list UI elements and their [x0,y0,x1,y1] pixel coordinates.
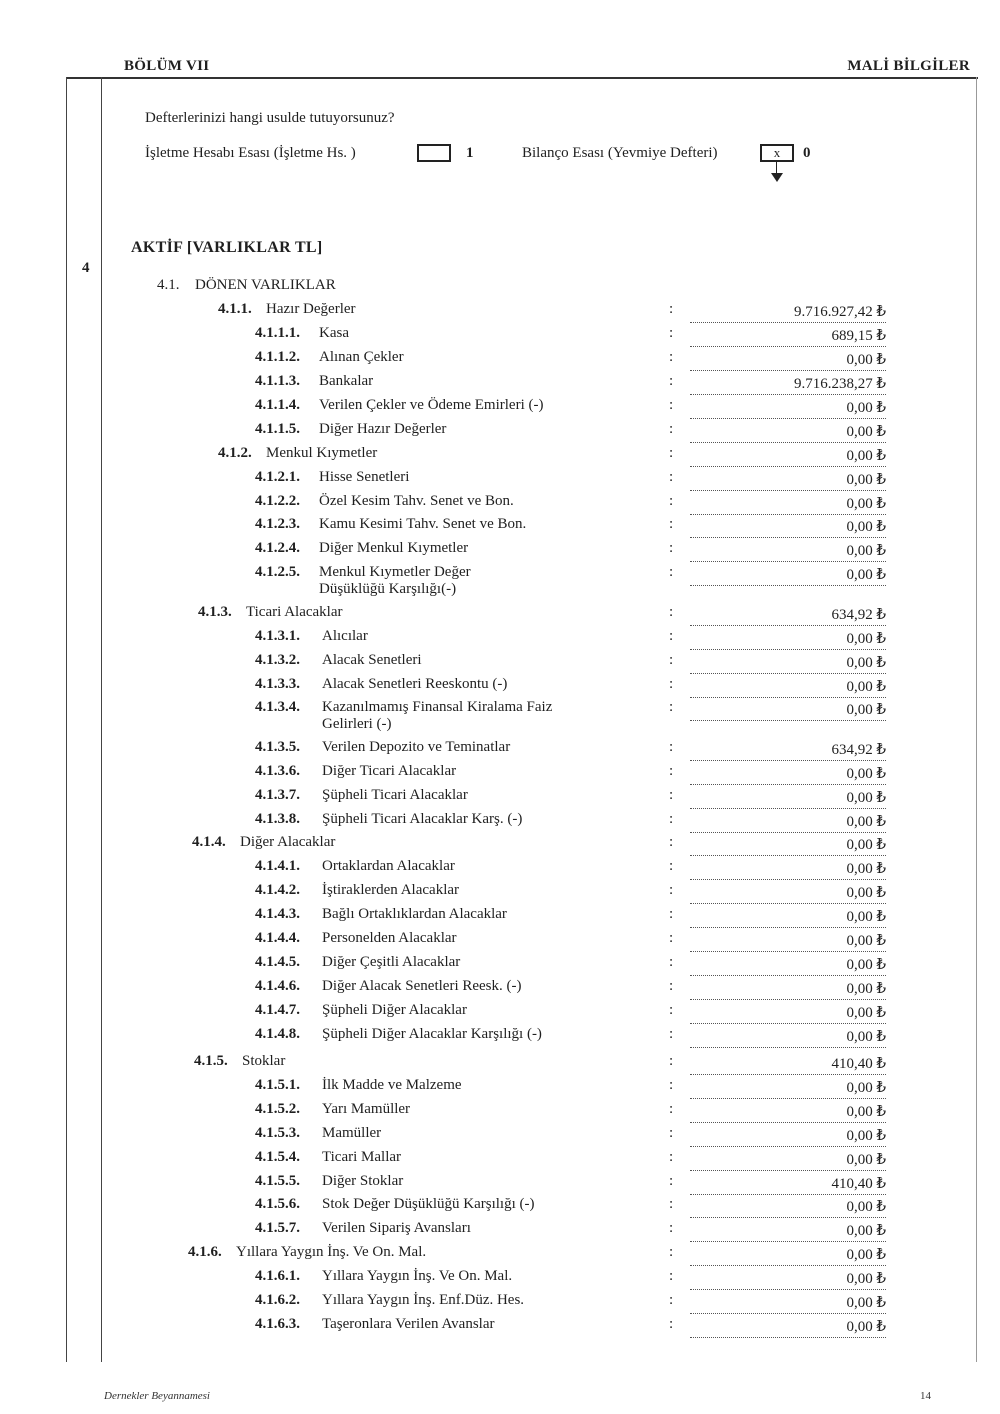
row-code: 4.1.6.1. [255,1268,300,1284]
row-amount-field[interactable]: 410,40 ₺ [690,1056,886,1075]
row-label: Menkul Kıymetler [266,445,378,461]
row-code: 4.1.5.6. [255,1196,300,1212]
row-label: Alacak Senetleri Reeskontu (-) [322,676,508,692]
row-label: Stok Değer Düşüklüğü Karşılığı (-) [322,1196,535,1212]
row-label: Diğer Menkul Kıymetler [319,540,469,556]
row-code: 4.1.3.7. [255,787,300,803]
row-amount-field[interactable]: 410,40 ₺ [690,1176,886,1195]
row-code: 4.1.4.4. [255,930,300,946]
row-label: Menkul Kıymetler Değer [319,564,471,580]
row-label: Stoklar [242,1053,286,1069]
row-colon: : [669,1268,674,1284]
row-code: 4.1.2.2. [255,493,300,509]
section-title-header: MALİ BİLGİLER [847,58,970,74]
row-amount-field[interactable]: 0,00 ₺ [690,424,886,443]
row-label: Ortaklardan Alacaklar [322,858,455,874]
row-colon: : [669,954,674,970]
row-colon: : [669,906,674,922]
row-code: 4.1.3.8. [255,811,300,827]
row-label-continued: Düşüklüğü Karşılığı(-) [319,581,457,597]
row-code: 4.1.1.5. [255,421,300,437]
row-colon: : [669,882,674,898]
row-code: 4.1.1.4. [255,397,300,413]
row-colon: : [669,1220,674,1236]
row-colon: : [669,1002,674,1018]
row-code: 4.1.5.1. [255,1077,300,1093]
row-label: Yarı Mamüller [322,1101,411,1117]
row-label: Şüpheli Diğer Alacaklar Karşılığı (-) [322,1026,542,1042]
option-checkbox-balance-sheet[interactable]: x [760,144,794,162]
row-code: 4.1.2.5. [255,564,300,580]
row-label: Personelden Alacaklar [322,930,457,946]
option-code-balance-sheet: 0 [803,145,811,161]
row-code: 4.1.5.3. [255,1125,300,1141]
row-colon: : [669,540,674,556]
row-label: Şüpheli Ticari Alacaklar [322,787,468,803]
row-label: Yıllara Yaygın İnş. Ve On. Mal. [322,1268,513,1284]
row-amount-field[interactable]: 0,00 ₺ [690,679,886,698]
row-code: 4.1.3.4. [255,699,300,715]
row-amount-field[interactable]: 0,00 ₺ [690,655,886,674]
section-number: 4 [82,260,90,276]
row-amount-field[interactable]: 0,00 ₺ [690,1199,886,1218]
row-code: 4.1.1.2. [255,349,300,365]
row-colon: : [669,397,674,413]
row-code: 4.1.4. [192,834,226,850]
row-amount-field[interactable]: 0,00 ₺ [690,957,886,976]
row-code: 4.1.4.3. [255,906,300,922]
row-label: Mamüller [322,1125,382,1141]
header-rule [66,77,978,79]
row-label: Verilen Sipariş Avansları [322,1220,471,1236]
row-colon: : [669,516,674,532]
row-label: Diğer Hazır Değerler [319,421,447,437]
row-colon: : [669,652,674,668]
row-amount-field[interactable]: 0,00 ₺ [690,981,886,1000]
row-amount-field[interactable]: 0,00 ₺ [690,519,886,538]
row-amount-field[interactable]: 0,00 ₺ [690,1029,886,1048]
row-label: Hisse Senetleri [319,469,410,485]
row-colon: : [669,325,674,341]
row-code: 4.1.3.1. [255,628,300,644]
row-label-continued: Gelirleri (-) [322,716,392,732]
row-amount-field[interactable]: 0,00 ₺ [690,814,886,833]
page-number: 14 [920,1390,931,1402]
row-label: Bankalar [319,373,374,389]
row-code: 4.1.3. [198,604,232,620]
row-code: 4.1.6.2. [255,1292,300,1308]
row-code: 4.1.3.5. [255,739,300,755]
row-colon: : [669,421,674,437]
row-colon: : [669,763,674,779]
row-label: İlk Madde ve Malzeme [322,1077,462,1093]
option-label-business-account: İşletme Hesabı Esası (İşletme Hs. ) [145,145,356,161]
row-label: Verilen Çekler ve Ödeme Emirleri (-) [319,397,544,413]
row-label: DÖNEN VARLIKLAR [195,277,336,293]
row-colon: : [669,1026,674,1042]
row-label: Alıcılar [322,628,368,644]
margin-line-outer [66,77,67,1362]
margin-line-inner [101,77,102,1362]
row-code: 4.1.1.1. [255,325,300,341]
row-amount-field[interactable]: 0,00 ₺ [690,472,886,491]
row-code: 4.1.4.8. [255,1026,300,1042]
row-amount-field[interactable]: 0,00 ₺ [690,567,886,586]
row-label: Kasa [319,325,349,341]
assets-title: AKTİF [VARLIKLAR TL] [131,239,323,256]
row-colon: : [669,1149,674,1165]
row-code: 4.1.5.2. [255,1101,300,1117]
row-code: 4.1.3.6. [255,763,300,779]
row-label: Diğer Ticari Alacaklar [322,763,457,779]
row-label: İştiraklerden Alacaklar [322,882,460,898]
row-amount-field[interactable]: 0,00 ₺ [690,861,886,880]
row-amount-field[interactable]: 0,00 ₺ [690,933,886,952]
row-label: Bağlı Ortaklıklardan Alacaklar [322,906,507,922]
row-amount-field[interactable]: 0,00 ₺ [690,543,886,562]
row-colon: : [669,787,674,803]
row-colon: : [669,930,674,946]
row-code: 4.1.2.3. [255,516,300,532]
row-code: 4.1.3.3. [255,676,300,692]
row-label: Şüpheli Ticari Alacaklar Karş. (-) [322,811,523,827]
row-colon: : [669,564,674,580]
row-amount-field[interactable]: 0,00 ₺ [690,1295,886,1314]
row-colon: : [669,676,674,692]
row-label: Hazır Değerler [266,301,356,317]
row-amount-field[interactable]: 0,00 ₺ [690,1271,886,1290]
row-colon: : [669,628,674,644]
row-code: 4.1.4.2. [255,882,300,898]
row-label: Verilen Depozito ve Teminatlar [322,739,511,755]
row-label: Yıllara Yaygın İnş. Enf.Düz. Hes. [322,1292,525,1308]
row-code: 4.1.2. [218,445,252,461]
option-code-business-account: 1 [466,145,474,161]
row-amount-field[interactable]: 0,00 ₺ [690,400,886,419]
row-colon: : [669,978,674,994]
row-colon: : [669,604,674,620]
row-amount-field[interactable]: 0,00 ₺ [690,837,886,856]
row-code: 4.1.4.7. [255,1002,300,1018]
row-label: Yıllara Yaygın İnş. Ve On. Mal. [236,1244,427,1260]
row-amount-field[interactable]: 0,00 ₺ [690,1005,886,1024]
row-code: 4.1.4.1. [255,858,300,874]
row-label: Özel Kesim Tahv. Senet ve Bon. [319,493,514,509]
row-label: Diğer Alacaklar [240,834,336,850]
row-code: 4.1.4.5. [255,954,300,970]
row-code: 4.1.6. [188,1244,222,1260]
row-label: Diğer Alacak Senetleri Reesk. (-) [322,978,522,994]
row-code: 4.1.1. [218,301,252,317]
option-checkbox-business-account[interactable] [417,144,451,162]
row-colon: : [669,699,674,715]
row-colon: : [669,301,674,317]
row-colon: : [669,445,674,461]
row-code: 4.1.5.4. [255,1149,300,1165]
row-code: 4.1. [157,277,180,293]
row-colon: : [669,1053,674,1069]
row-colon: : [669,1077,674,1093]
row-label: Kamu Kesimi Tahv. Senet ve Bon. [319,516,527,532]
row-colon: : [669,834,674,850]
row-amount-field[interactable]: 0,00 ₺ [690,1223,886,1242]
bookkeeping-question: Defterlerinizi hangi usulde tutuyorsunuz? [145,110,395,126]
row-amount-field[interactable]: 9.716.238,27 ₺ [690,376,886,395]
row-colon: : [669,1173,674,1189]
row-code: 4.1.5.7. [255,1220,300,1236]
row-colon: : [669,349,674,365]
section-header: BÖLÜM VII [124,58,210,74]
row-label: Alınan Çekler [319,349,404,365]
row-amount-field[interactable]: 0,00 ₺ [690,702,886,721]
row-label: Kazanılmamış Finansal Kiralama Faiz [322,699,553,715]
row-amount-field[interactable]: 0,00 ₺ [690,1152,886,1171]
row-amount-field[interactable]: 634,92 ₺ [690,742,886,761]
row-code: 4.1.1.3. [255,373,300,389]
margin-line-right [976,77,977,1362]
arrowhead-icon [771,173,783,182]
row-label: Taşeronlara Verilen Avanslar [322,1316,495,1332]
row-amount-field[interactable]: 0,00 ₺ [690,496,886,515]
row-colon: : [669,858,674,874]
row-amount-field[interactable]: 634,92 ₺ [690,607,886,626]
row-code: 4.1.4.6. [255,978,300,994]
row-colon: : [669,739,674,755]
row-amount-field[interactable]: 0,00 ₺ [690,448,886,467]
row-code: 4.1.5.5. [255,1173,300,1189]
row-amount-field[interactable]: 0,00 ₺ [690,352,886,371]
row-amount-field[interactable]: 0,00 ₺ [690,1104,886,1123]
row-colon: : [669,1125,674,1141]
row-colon: : [669,1244,674,1260]
row-colon: : [669,1316,674,1332]
row-amount-field[interactable]: 0,00 ₺ [690,766,886,785]
footer-document-name: Dernekler Beyannamesi [104,1390,210,1402]
row-amount-field[interactable]: 0,00 ₺ [690,909,886,928]
row-amount-field[interactable]: 0,00 ₺ [690,1319,886,1338]
row-colon: : [669,469,674,485]
row-amount-field[interactable]: 0,00 ₺ [690,1247,886,1266]
row-amount-field[interactable]: 0,00 ₺ [690,1080,886,1099]
row-amount-field[interactable]: 689,15 ₺ [690,328,886,347]
row-code: 4.1.2.4. [255,540,300,556]
row-colon: : [669,1292,674,1308]
row-colon: : [669,1196,674,1212]
row-colon: : [669,493,674,509]
row-amount-field[interactable]: 0,00 ₺ [690,790,886,809]
row-amount-field[interactable]: 0,00 ₺ [690,1128,886,1147]
row-label: Ticari Mallar [322,1149,402,1165]
row-amount-field[interactable]: 0,00 ₺ [690,885,886,904]
row-label: Alacak Senetleri [322,652,422,668]
row-code: 4.1.5. [194,1053,228,1069]
row-amount-field[interactable]: 9.716.927,42 ₺ [690,304,886,323]
row-label: Diğer Stoklar [322,1173,404,1189]
row-code: 4.1.6.3. [255,1316,300,1332]
row-label: Şüpheli Diğer Alacaklar [322,1002,467,1018]
row-label: Diğer Çeşitli Alacaklar [322,954,461,970]
row-code: 4.1.2.1. [255,469,300,485]
row-colon: : [669,373,674,389]
option-label-balance-sheet: Bilanço Esası (Yevmiye Defteri) [522,145,718,161]
row-code: 4.1.3.2. [255,652,300,668]
row-colon: : [669,1101,674,1117]
row-amount-field[interactable]: 0,00 ₺ [690,631,886,650]
row-label: Ticari Alacaklar [246,604,343,620]
row-colon: : [669,811,674,827]
